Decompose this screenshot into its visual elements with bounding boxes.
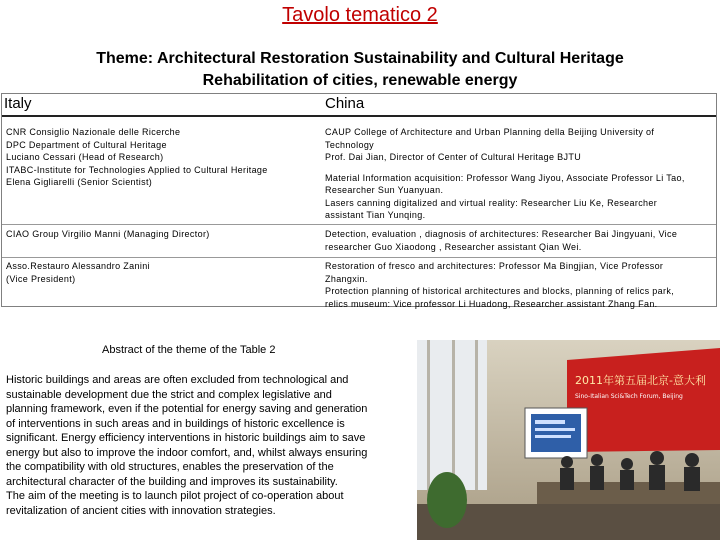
cell-line: Elena Gigliarelli (Senior Scientist): [6, 177, 153, 187]
slide-subtitle: [0, 48, 720, 92]
cell-line: Lasers canning digitalized and virtual reality: Researcher Liu Ke, Researcher: [325, 197, 658, 208]
header-italy: Italy: [4, 95, 32, 112]
cell-line: Technology: [325, 139, 375, 150]
row-divider: [2, 224, 716, 225]
abstract-line: planning framework, even if the potential for energy saving and generation: [6, 403, 368, 415]
cell-line: Luciano Cessari (Head of Research): [6, 152, 164, 162]
cell-line: Detection, evaluation , diagnosis of architectures: Researcher Bai Jingyuani, Vice: [325, 229, 678, 239]
banner-text: Sino-Italian Sci&Tech Forum, Beijing: [575, 393, 683, 400]
event-banner: [567, 348, 720, 452]
italy-cell-1: [6, 126, 268, 189]
cell-line: Material Information acquisition: Professor Wang Jiyou, Associate Professor Li Tao,: [325, 172, 685, 183]
italy-cell-2: [6, 228, 210, 241]
slide-line: [535, 435, 571, 438]
cell-line: Prof. Dai Jian, Director of Center of Cultural Heritage BJTU: [325, 152, 582, 162]
cell-line: Asso.Restauro Alessandro Zanini: [6, 261, 150, 271]
abstract-line: sustainable development due the strict and complex legislative and: [6, 388, 332, 401]
italy-cell-3: [6, 260, 150, 285]
cell-line: CNR Consiglio Nazionale delle Ricerche: [6, 127, 181, 137]
cell-line: ITABC-Institute for Technologies Applied to Cultural Heritage: [6, 164, 268, 175]
cell-line: Restoration of fresco and architectures: Professor Ma Bingjian, Vice Professor: [325, 261, 664, 271]
subtitle-line: Rehabilitation of cities, renewable energy: [202, 72, 518, 89]
abstract-line: architectural character of the building and improves its sustainability.: [6, 475, 338, 488]
abstract-line: significant. Energy efficiency interventions in historic buildings aim to save: [6, 432, 366, 444]
header-china: China: [325, 95, 365, 112]
abstract-line: Historic buildings and areas are often excluded from technological and: [6, 374, 349, 386]
cell-line: researcher Guo Xiaodong , Researcher assistant Qian Wei.: [325, 241, 582, 252]
cell-line: CIAO Group Virgilio Manni (Managing Director): [6, 229, 210, 239]
screen-slide: [531, 414, 581, 452]
header-divider: [2, 115, 716, 117]
meeting-photo-illustration: [417, 340, 720, 540]
participants-table: [1, 93, 717, 307]
slide-line: [535, 420, 565, 424]
slide-title: Tavolo tematico 2: [282, 4, 438, 26]
china-cell-1: [325, 126, 685, 222]
abstract-line: the compatibility with old structures, enables the preservation of the: [6, 461, 334, 473]
cell-line: CAUP College of Architecture and Urban Planning della Beijing University of: [325, 127, 655, 137]
row-divider: [2, 257, 716, 258]
cell-line: DPC Department of Cultural Heritage: [6, 139, 167, 150]
abstract-heading: Abstract of the theme of the Table 2: [102, 344, 276, 356]
subtitle-line: Theme: Architectural Restoration Sustainability and Cultural Heritage: [96, 50, 624, 67]
plant: [427, 472, 467, 528]
abstract-line: energy but also to improve the indoor comfort, and, whilst always ensuring: [6, 446, 368, 459]
abstract-line: revitalization of ancient cities with innovation strategies.: [6, 504, 276, 517]
china-cell-3: [325, 260, 674, 310]
banner-text: 2011年第五届北京-意大利: [575, 374, 706, 387]
slide-line: [535, 428, 575, 431]
window-frame: [452, 340, 455, 490]
window-frame: [427, 340, 430, 490]
cell-line: (Vice President): [6, 273, 76, 284]
window-frame: [475, 340, 478, 490]
abstract-body: [6, 373, 411, 518]
cell-line: Zhangxin.: [325, 273, 368, 284]
abstract-line: The aim of the meeting is to launch pilot project of co-operation about: [6, 490, 344, 502]
cell-line: assistant Tian Yunqing.: [325, 210, 426, 220]
cell-line: Protection planning of historical architectures and blocks, planning of relics park,: [325, 286, 675, 296]
abstract-line: of interventions in such areas and in buildings of historic excellence is: [6, 417, 345, 430]
cell-line: [325, 164, 685, 172]
cell-line: relics museum: Vice professor Li Huadong, Researcher assistant Zhang Fan.: [325, 298, 658, 309]
meeting-photo: [417, 340, 720, 540]
cell-line: Researcher Sun Yuanyuan.: [325, 185, 444, 195]
china-cell-2: [325, 228, 677, 253]
